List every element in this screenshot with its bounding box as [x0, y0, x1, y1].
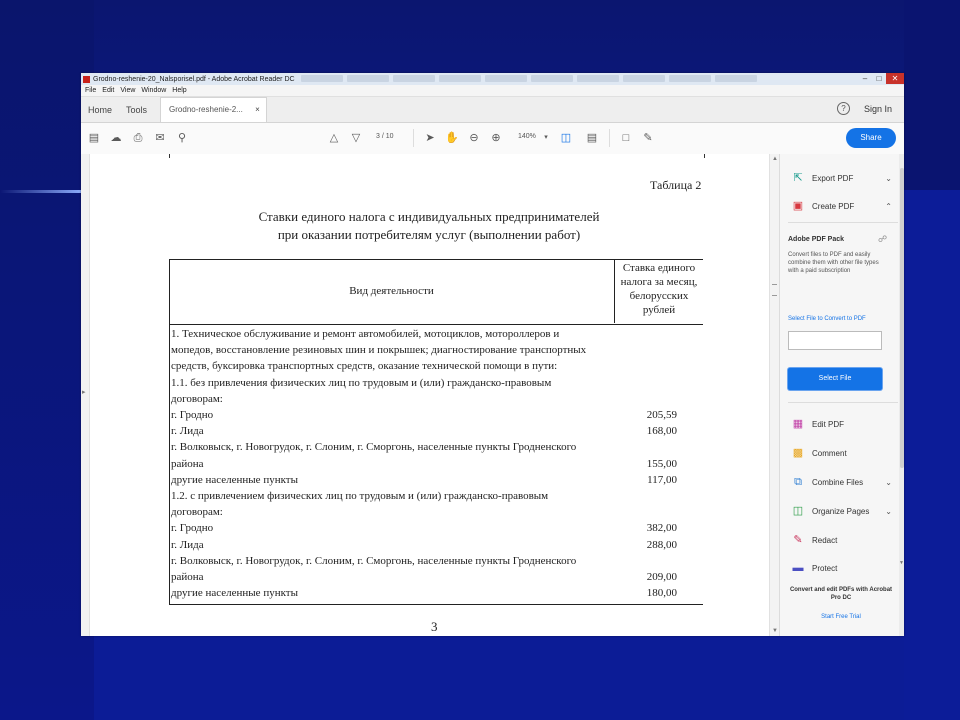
comment-tool[interactable] — [792, 445, 892, 461]
table-row-text: района — [171, 571, 204, 583]
document-view[interactable] — [81, 154, 771, 636]
edit-pdf-label: Edit PDF — [812, 419, 845, 429]
table-row-value: 205,59 — [646, 409, 677, 421]
comment-label: Comment — [812, 448, 847, 458]
table-row-value: 209,00 — [646, 571, 677, 583]
combine-files-tool[interactable] — [792, 474, 892, 490]
tab-home[interactable]: Home — [88, 105, 113, 115]
scroll-up-icon[interactable]: ▲ — [772, 156, 778, 162]
table-row-text: г. Лида — [171, 538, 204, 551]
table-row-text: другие населенные пункты — [171, 473, 298, 486]
menu-help[interactable]: Help — [172, 87, 187, 94]
content-area — [81, 154, 904, 636]
tab-tools[interactable]: Tools — [126, 105, 148, 115]
export-pdf-label: Export PDF — [812, 173, 854, 183]
print-icon[interactable]: ⎙ — [133, 132, 143, 144]
tools-pane-scroll-thumb[interactable] — [900, 168, 904, 468]
maximize-button[interactable]: □ — [876, 74, 882, 83]
table-row-text: г. Волковыск, г. Новогрудок, г. Слоним, г. Сморгонь, населенные пункты Гродненского — [171, 441, 577, 454]
tools-scroll-down-icon[interactable]: ▼ — [899, 560, 904, 566]
previous-page-icon[interactable]: △ — [329, 132, 339, 144]
select-file-link[interactable]: Select File to Convert to PDF — [788, 316, 866, 322]
table-row-text: г. Гродно — [171, 522, 214, 535]
create-pdf-icon: ▣ — [792, 200, 804, 212]
pdf-pack-description: Convert files to PDF and easily combine them with other file types with a paid subscription — [788, 252, 879, 274]
create-pdf-tool[interactable] — [792, 198, 892, 214]
taskbar-ghost-tabs — [301, 75, 757, 83]
scroll-mode-icon[interactable]: ▤ — [586, 132, 598, 144]
table-row-text: 1.2. с привлечением физических лиц по трудовым и (или) гражданско-правовым — [171, 490, 549, 502]
toolbar-separator-2 — [609, 129, 610, 147]
next-page-icon[interactable]: ▽ — [351, 132, 361, 144]
select-cursor-icon[interactable]: ➤ — [425, 132, 435, 144]
tools-pane-scrollbar[interactable] — [899, 154, 904, 636]
acrobat-window — [81, 73, 904, 636]
organize-pages-label: Organize Pages — [812, 506, 870, 516]
sign-in-link[interactable]: Sign In — [863, 103, 892, 114]
slide-right-panel-bottom — [904, 190, 960, 720]
comment-icon: ▩ — [792, 447, 804, 459]
table-row-text: мопедов, восстановление резиновых шин и покрышек; диагностирование транспортных — [171, 344, 587, 357]
comment-tool-icon[interactable]: □ — [622, 132, 630, 144]
menu-view[interactable]: View — [120, 87, 136, 94]
table-row-text: г. Волковыск, г. Новогрудок, г. Слоним, г. Сморгонь, населенные пункты Гродненского — [171, 554, 577, 567]
combine-files-label: Combine Files — [812, 477, 864, 487]
zoom-in-icon[interactable]: ⊕ — [491, 132, 501, 144]
table-row-text: 1. Техническое обслуживание и ремонт автомобилей, мотоциклов, мотороллеров и — [171, 328, 560, 340]
table-row-text: другие населенные пункты — [171, 587, 298, 600]
organize-pages-icon: ◫ — [792, 505, 804, 517]
link-icon[interactable]: ☍ — [878, 234, 888, 244]
title-bar — [81, 73, 904, 85]
left-nav-strip[interactable] — [81, 154, 90, 636]
edit-pdf-icon: ▦ — [792, 418, 804, 430]
slide-bottom-panel — [94, 636, 904, 720]
protect-label: Protect — [812, 563, 838, 573]
table-title-line-2: при оказании потребителям услуг (выполнении работ) — [277, 227, 581, 242]
slide-left-panel — [0, 0, 97, 720]
table-row-text: средств, буксировка транспортных средств, оказание технической помощи в пути: — [171, 360, 558, 373]
chevron-down-icon[interactable]: ⌄ — [885, 173, 892, 183]
search-icon[interactable]: ⚲ — [177, 132, 187, 144]
table-title-line-1: Ставки единого налога с индивидуальных предпринимателей — [258, 209, 600, 224]
table-row-text: г. Гродно — [171, 409, 214, 421]
minimize-button[interactable]: – — [862, 74, 868, 83]
acrobat-app-icon — [83, 76, 90, 83]
zoom-level[interactable]: 140% — [518, 133, 536, 140]
table-row-value: 117,00 — [647, 473, 677, 486]
hand-tool-icon[interactable]: ✋ — [445, 132, 459, 144]
table-row-text: договорам: — [171, 392, 223, 405]
export-pdf-icon: ⇱ — [793, 172, 803, 184]
table-title — [209, 208, 649, 244]
select-file-button[interactable]: Select File — [788, 368, 882, 390]
menu-edit[interactable]: Edit — [102, 87, 115, 94]
column-header-activity: Вид деятельности — [349, 285, 434, 297]
menu-file[interactable]: File — [85, 87, 97, 94]
tabs-row — [81, 97, 904, 123]
pdf-pack-title: Adobe PDF Pack — [788, 236, 845, 243]
table-row-value: 288,00 — [646, 538, 677, 551]
export-pdf-tool[interactable] — [792, 170, 892, 186]
tax-rates-table — [169, 259, 703, 605]
zoom-dropdown-icon[interactable]: ▾ — [544, 134, 548, 141]
redact-tool[interactable] — [792, 532, 892, 548]
redact-icon: ✎ — [793, 534, 803, 546]
email-icon[interactable]: ✉ — [155, 132, 165, 144]
create-pdf-label: Create PDF — [812, 201, 855, 211]
tab-document[interactable] — [160, 97, 267, 122]
scroll-down-icon[interactable]: ▼ — [772, 628, 778, 634]
table-row-value: 382,00 — [646, 522, 677, 535]
chevron-down-icon[interactable]: ⌄ — [885, 506, 892, 516]
chevron-down-icon[interactable]: ⌄ — [885, 477, 892, 487]
tools-pane — [779, 154, 904, 636]
table-row-text: договорам: — [171, 506, 223, 519]
organize-pages-tool[interactable] — [792, 503, 892, 519]
chevron-up-icon[interactable]: ⌃ — [885, 201, 892, 211]
window-title: Grodno-reshenie-20_Nalsporisel.pdf - Adobe Acrobat Reader DC — [93, 75, 295, 83]
toolbar — [81, 123, 904, 155]
menu-bar — [81, 85, 904, 97]
page-indicator[interactable]: 3 / 10 — [376, 133, 394, 140]
combine-files-icon: ⧉ — [794, 476, 802, 488]
help-icon[interactable]: ? — [837, 102, 850, 115]
tab-document-label: Grodno-reshenie-2... — [169, 105, 243, 114]
zoom-out-icon[interactable]: ⊖ — [469, 132, 479, 144]
save-icon[interactable]: ▤ — [88, 132, 100, 144]
table-row-text: района — [171, 457, 204, 470]
toolbar-separator — [413, 129, 414, 147]
table-row-value: 168,00 — [646, 425, 677, 438]
table-top-fragment — [169, 154, 705, 158]
menu-window[interactable]: Window — [141, 87, 167, 94]
pen-tool-icon[interactable]: ✎ — [643, 132, 653, 144]
table-row-value: 155,00 — [646, 457, 677, 470]
close-window-button[interactable]: ✕ — [886, 73, 904, 84]
page-display-icon[interactable]: ◫ — [560, 132, 572, 144]
slide-accent-line — [0, 190, 84, 193]
upload-cloud-icon[interactable]: ☁ — [110, 132, 122, 144]
edit-pdf-tool[interactable] — [792, 416, 892, 432]
table-row-value: 180,00 — [646, 587, 677, 600]
splitter-grip-icon[interactable] — [772, 284, 777, 296]
start-free-trial-link[interactable]: Start Free Trial — [821, 614, 861, 620]
redact-label: Redact — [812, 535, 838, 545]
page-number: 3 — [431, 619, 438, 634]
file-input[interactable] — [788, 331, 882, 350]
acrobat-pro-promo: Convert and edit PDFs with Acrobat Pro DC — [789, 587, 893, 601]
protect-tool[interactable] — [792, 560, 892, 576]
slide-right-panel-top — [904, 0, 960, 190]
column-header-rate: Ставка единого налога за месяц, белорусских рублей — [620, 262, 698, 316]
table-number: Таблица 2 — [650, 178, 702, 192]
expand-left-pane-icon[interactable]: ▸ — [82, 389, 86, 396]
table-row-text: 1.1. без привлечения физических лиц по трудовым и (или) гражданско-правовым — [171, 376, 552, 389]
protect-icon: ▬ — [792, 562, 804, 574]
share-button[interactable]: Share — [846, 128, 896, 148]
table-row-text: г. Лида — [171, 425, 204, 438]
pdf-page — [169, 154, 729, 636]
close-tab-icon[interactable]: × — [255, 105, 260, 114]
